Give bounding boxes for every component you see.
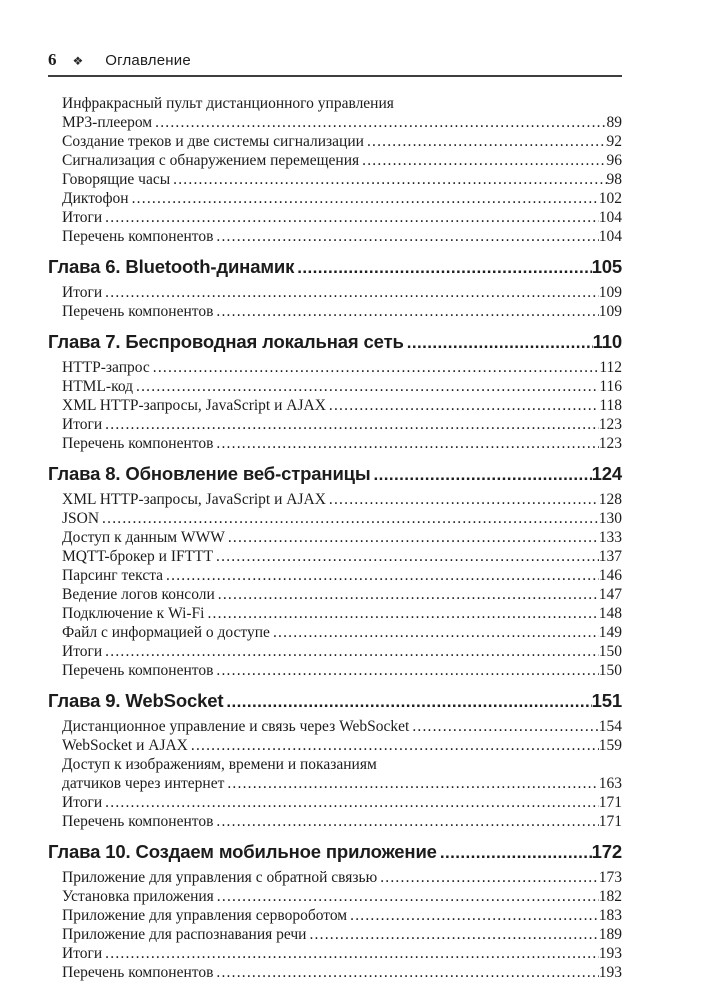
toc-item-page-number: 150 — [598, 643, 622, 660]
toc-item-page-number: 189 — [598, 926, 622, 943]
chapter-label: Глава 10. Создаем мобильное приложение — [48, 841, 437, 862]
toc-section — [48, 841, 622, 982]
toc-item-label: Перечень компонентов — [62, 964, 214, 981]
toc-item-label: MP3-плеером — [62, 114, 153, 131]
chapter-row — [48, 690, 622, 713]
toc-item — [48, 717, 622, 736]
toc-item — [48, 963, 622, 982]
toc-item — [48, 774, 622, 793]
toc-section — [48, 463, 622, 680]
chapter-page-number: 105 — [591, 256, 622, 277]
toc-item-page-number: 133 — [598, 529, 622, 546]
toc-item-page-number: 123 — [598, 435, 622, 452]
toc-item — [48, 868, 622, 887]
toc-item-label: Приложение для управления с обратной связью — [62, 869, 378, 886]
toc-item-page-number: 183 — [598, 907, 622, 924]
toc-item-page-number: 173 — [598, 869, 622, 886]
page-header — [48, 50, 622, 70]
dot-leader — [166, 566, 599, 585]
dot-leader — [367, 132, 607, 151]
toc-item-label: Перечень компонентов — [62, 662, 214, 679]
toc-item-label: Доступ к данным WWW — [62, 529, 225, 546]
toc-item-page-number: 112 — [599, 359, 622, 376]
toc-item-label: XML HTTP-запросы, JavaScript и AJAX — [62, 491, 326, 508]
toc-item-page-number: 154 — [598, 718, 622, 735]
dot-leader — [374, 463, 592, 486]
toc-item — [48, 642, 622, 661]
toc-item — [48, 396, 622, 415]
toc-item-label: Итоги — [62, 794, 103, 811]
toc-item-label: Перечень компонентов — [62, 303, 214, 320]
chapter-label: Глава 6. Bluetooth-динамик — [48, 256, 295, 277]
toc-item-page-number: 128 — [598, 491, 622, 508]
dot-leader — [218, 585, 599, 604]
toc-item — [48, 358, 622, 377]
toc-item-page-number: 89 — [606, 114, 622, 131]
toc-item-label: Итоги — [62, 643, 103, 660]
toc-item-label: JSON — [62, 510, 100, 527]
toc-item-label: Перечень компонентов — [62, 435, 214, 452]
toc-item-page-number: 193 — [598, 945, 622, 962]
dot-leader — [297, 256, 591, 279]
toc-item — [48, 302, 622, 321]
toc-item-page-number: 163 — [598, 775, 622, 792]
toc-item — [48, 925, 622, 944]
toc-item — [48, 623, 622, 642]
toc-item — [48, 944, 622, 963]
dot-leader — [217, 887, 599, 906]
toc-item — [48, 170, 622, 189]
toc-item-label: Парсинг текста — [62, 567, 164, 584]
dot-leader — [207, 604, 598, 623]
chapter-label: Глава 8. Обновление веб-страницы — [48, 463, 371, 484]
toc-item — [48, 113, 622, 132]
toc-item — [48, 434, 622, 453]
toc-item-label: Диктофон — [62, 190, 129, 207]
toc-item — [48, 490, 622, 509]
toc-item-page-number: 92 — [606, 133, 622, 150]
chapter-row — [48, 841, 622, 864]
toc-item — [48, 283, 622, 302]
dot-leader — [136, 377, 599, 396]
toc-item-label: Создание треков и две системы сигнализации — [62, 133, 364, 150]
page-number: 6 — [48, 50, 57, 69]
toc-item-label: XML HTTP-запросы, JavaScript и AJAX — [62, 397, 326, 414]
toc-item-label: HTTP-запрос — [62, 359, 150, 376]
dot-leader — [407, 331, 593, 354]
toc-item — [48, 793, 622, 812]
dot-leader — [216, 547, 599, 566]
chapter-page-number: 124 — [591, 463, 622, 484]
dot-leader — [216, 963, 598, 982]
toc-item-page-number: 182 — [598, 888, 622, 905]
dot-leader — [105, 415, 599, 434]
toc-item — [48, 151, 622, 170]
toc-item-page-number: 146 — [598, 567, 622, 584]
chapter-label: Глава 7. Беспроводная локальная сеть — [48, 331, 404, 352]
toc-item — [48, 812, 622, 831]
toc-item-label: Установка приложения — [62, 888, 214, 905]
toc-item-label: Перечень компонентов — [62, 228, 214, 245]
toc-item-label: MQTT-брокер и IFTTT — [62, 548, 214, 565]
toc-item — [48, 887, 622, 906]
toc-item-page-number: 98 — [606, 171, 622, 188]
toc-item — [48, 528, 622, 547]
dot-leader — [105, 944, 599, 963]
toc-item-label: Дистанционное управление и связь через WebSocket — [62, 718, 410, 735]
dot-leader — [216, 812, 598, 831]
dot-leader — [173, 170, 606, 189]
toc-item-page-number: 96 — [606, 152, 622, 169]
toc-item-page-number: 171 — [598, 794, 622, 811]
dot-leader — [191, 736, 599, 755]
chapter-row — [48, 256, 622, 279]
toc-item — [48, 566, 622, 585]
toc-item-page-number: 130 — [598, 510, 622, 527]
toc-item — [48, 585, 622, 604]
dot-leader — [216, 434, 598, 453]
toc-item-page-number: 116 — [599, 378, 622, 395]
chapter-row — [48, 463, 622, 486]
toc-item-label: Перечень компонентов — [62, 813, 214, 830]
chapter-label: Глава 9. WebSocket — [48, 690, 224, 711]
toc-item-page-number: 147 — [598, 586, 622, 603]
toc-item — [48, 906, 622, 925]
header-rule — [48, 75, 622, 77]
toc-section — [48, 690, 622, 831]
toc-item-page-number: 159 — [598, 737, 622, 754]
toc-item — [48, 547, 622, 566]
toc-item-page-number: 150 — [598, 662, 622, 679]
dot-leader — [228, 528, 599, 547]
toc-item-label: WebSocket и AJAX — [62, 737, 188, 754]
toc-section — [48, 256, 622, 321]
toc-item-page-number: 104 — [598, 228, 622, 245]
dot-leader — [329, 490, 599, 509]
toc-item-page-number: 123 — [598, 416, 622, 433]
running-head-title: Оглавление — [105, 52, 191, 69]
dot-leader — [105, 642, 599, 661]
dot-leader — [105, 208, 599, 227]
toc-item-label: Файл с информацией о доступе — [62, 624, 270, 641]
toc-item-label: Сигнализация с обнаружением перемещения — [62, 152, 360, 169]
dot-leader — [155, 113, 606, 132]
dot-leader — [309, 925, 598, 944]
toc-item-continuation — [48, 94, 622, 113]
dot-leader — [102, 509, 599, 528]
chapter-page-number: 172 — [591, 841, 622, 862]
toc-item — [48, 661, 622, 680]
dot-leader — [105, 283, 599, 302]
dot-leader — [153, 358, 600, 377]
toc-section — [48, 94, 622, 246]
toc-item-page-number: 104 — [598, 209, 622, 226]
chapter-page-number: 151 — [591, 690, 622, 711]
toc-item-page-number: 137 — [598, 548, 622, 565]
toc-item-label: HTML-код — [62, 378, 134, 395]
dot-leader — [132, 189, 599, 208]
dot-leader — [216, 661, 598, 680]
diamond-marker-icon: ❖ — [72, 54, 84, 68]
chapter-row — [48, 331, 622, 354]
dot-leader — [273, 623, 599, 642]
toc-item — [48, 736, 622, 755]
toc-item-label: Итоги — [62, 284, 103, 301]
toc-item-label: Приложение для управления сервороботом — [62, 907, 348, 924]
toc-item — [48, 509, 622, 528]
toc-item — [48, 189, 622, 208]
toc-item-page-number: 109 — [598, 303, 622, 320]
toc-item — [48, 132, 622, 151]
dot-leader — [440, 841, 592, 864]
toc-item-page-number: 148 — [598, 605, 622, 622]
toc-item-page-number: 118 — [599, 397, 622, 414]
toc-item-page-number: 109 — [598, 284, 622, 301]
dot-leader — [380, 868, 599, 887]
toc-item-page-number: 102 — [598, 190, 622, 207]
dot-leader — [216, 302, 598, 321]
toc-item-page-number: 171 — [598, 813, 622, 830]
toc-section — [48, 331, 622, 453]
dot-leader — [226, 690, 591, 713]
toc-item — [48, 415, 622, 434]
toc-item-label: Итоги — [62, 945, 103, 962]
toc-item-label: Говорящие часы — [62, 171, 171, 188]
dot-leader — [350, 906, 599, 925]
dot-leader — [412, 717, 598, 736]
dot-leader — [216, 227, 598, 246]
toc-item-label: Доступ к изображениям, времени и показаниям — [62, 756, 377, 773]
toc-item — [48, 377, 622, 396]
toc-item-label: Инфракрасный пульт дистанционного управления — [62, 95, 394, 112]
dot-leader — [329, 396, 599, 415]
toc-item-label: Приложение для распознавания речи — [62, 926, 307, 943]
toc-item-label: Ведение логов консоли — [62, 586, 215, 603]
toc-item-page-number: 149 — [598, 624, 622, 641]
chapter-page-number: 110 — [592, 331, 622, 352]
toc-item-page-number: 193 — [598, 964, 622, 981]
toc-item-label: Итоги — [62, 416, 103, 433]
toc-item — [48, 208, 622, 227]
toc-item-continuation — [48, 755, 622, 774]
dot-leader — [362, 151, 606, 170]
toc-item-label: датчиков через интернет — [62, 775, 225, 792]
dot-leader — [105, 793, 599, 812]
toc-item — [48, 227, 622, 246]
toc-item-label: Итоги — [62, 209, 103, 226]
toc — [48, 94, 622, 982]
toc-item-label: Подключение к Wi-Fi — [62, 605, 205, 622]
toc-item — [48, 604, 622, 623]
dot-leader — [227, 774, 598, 793]
